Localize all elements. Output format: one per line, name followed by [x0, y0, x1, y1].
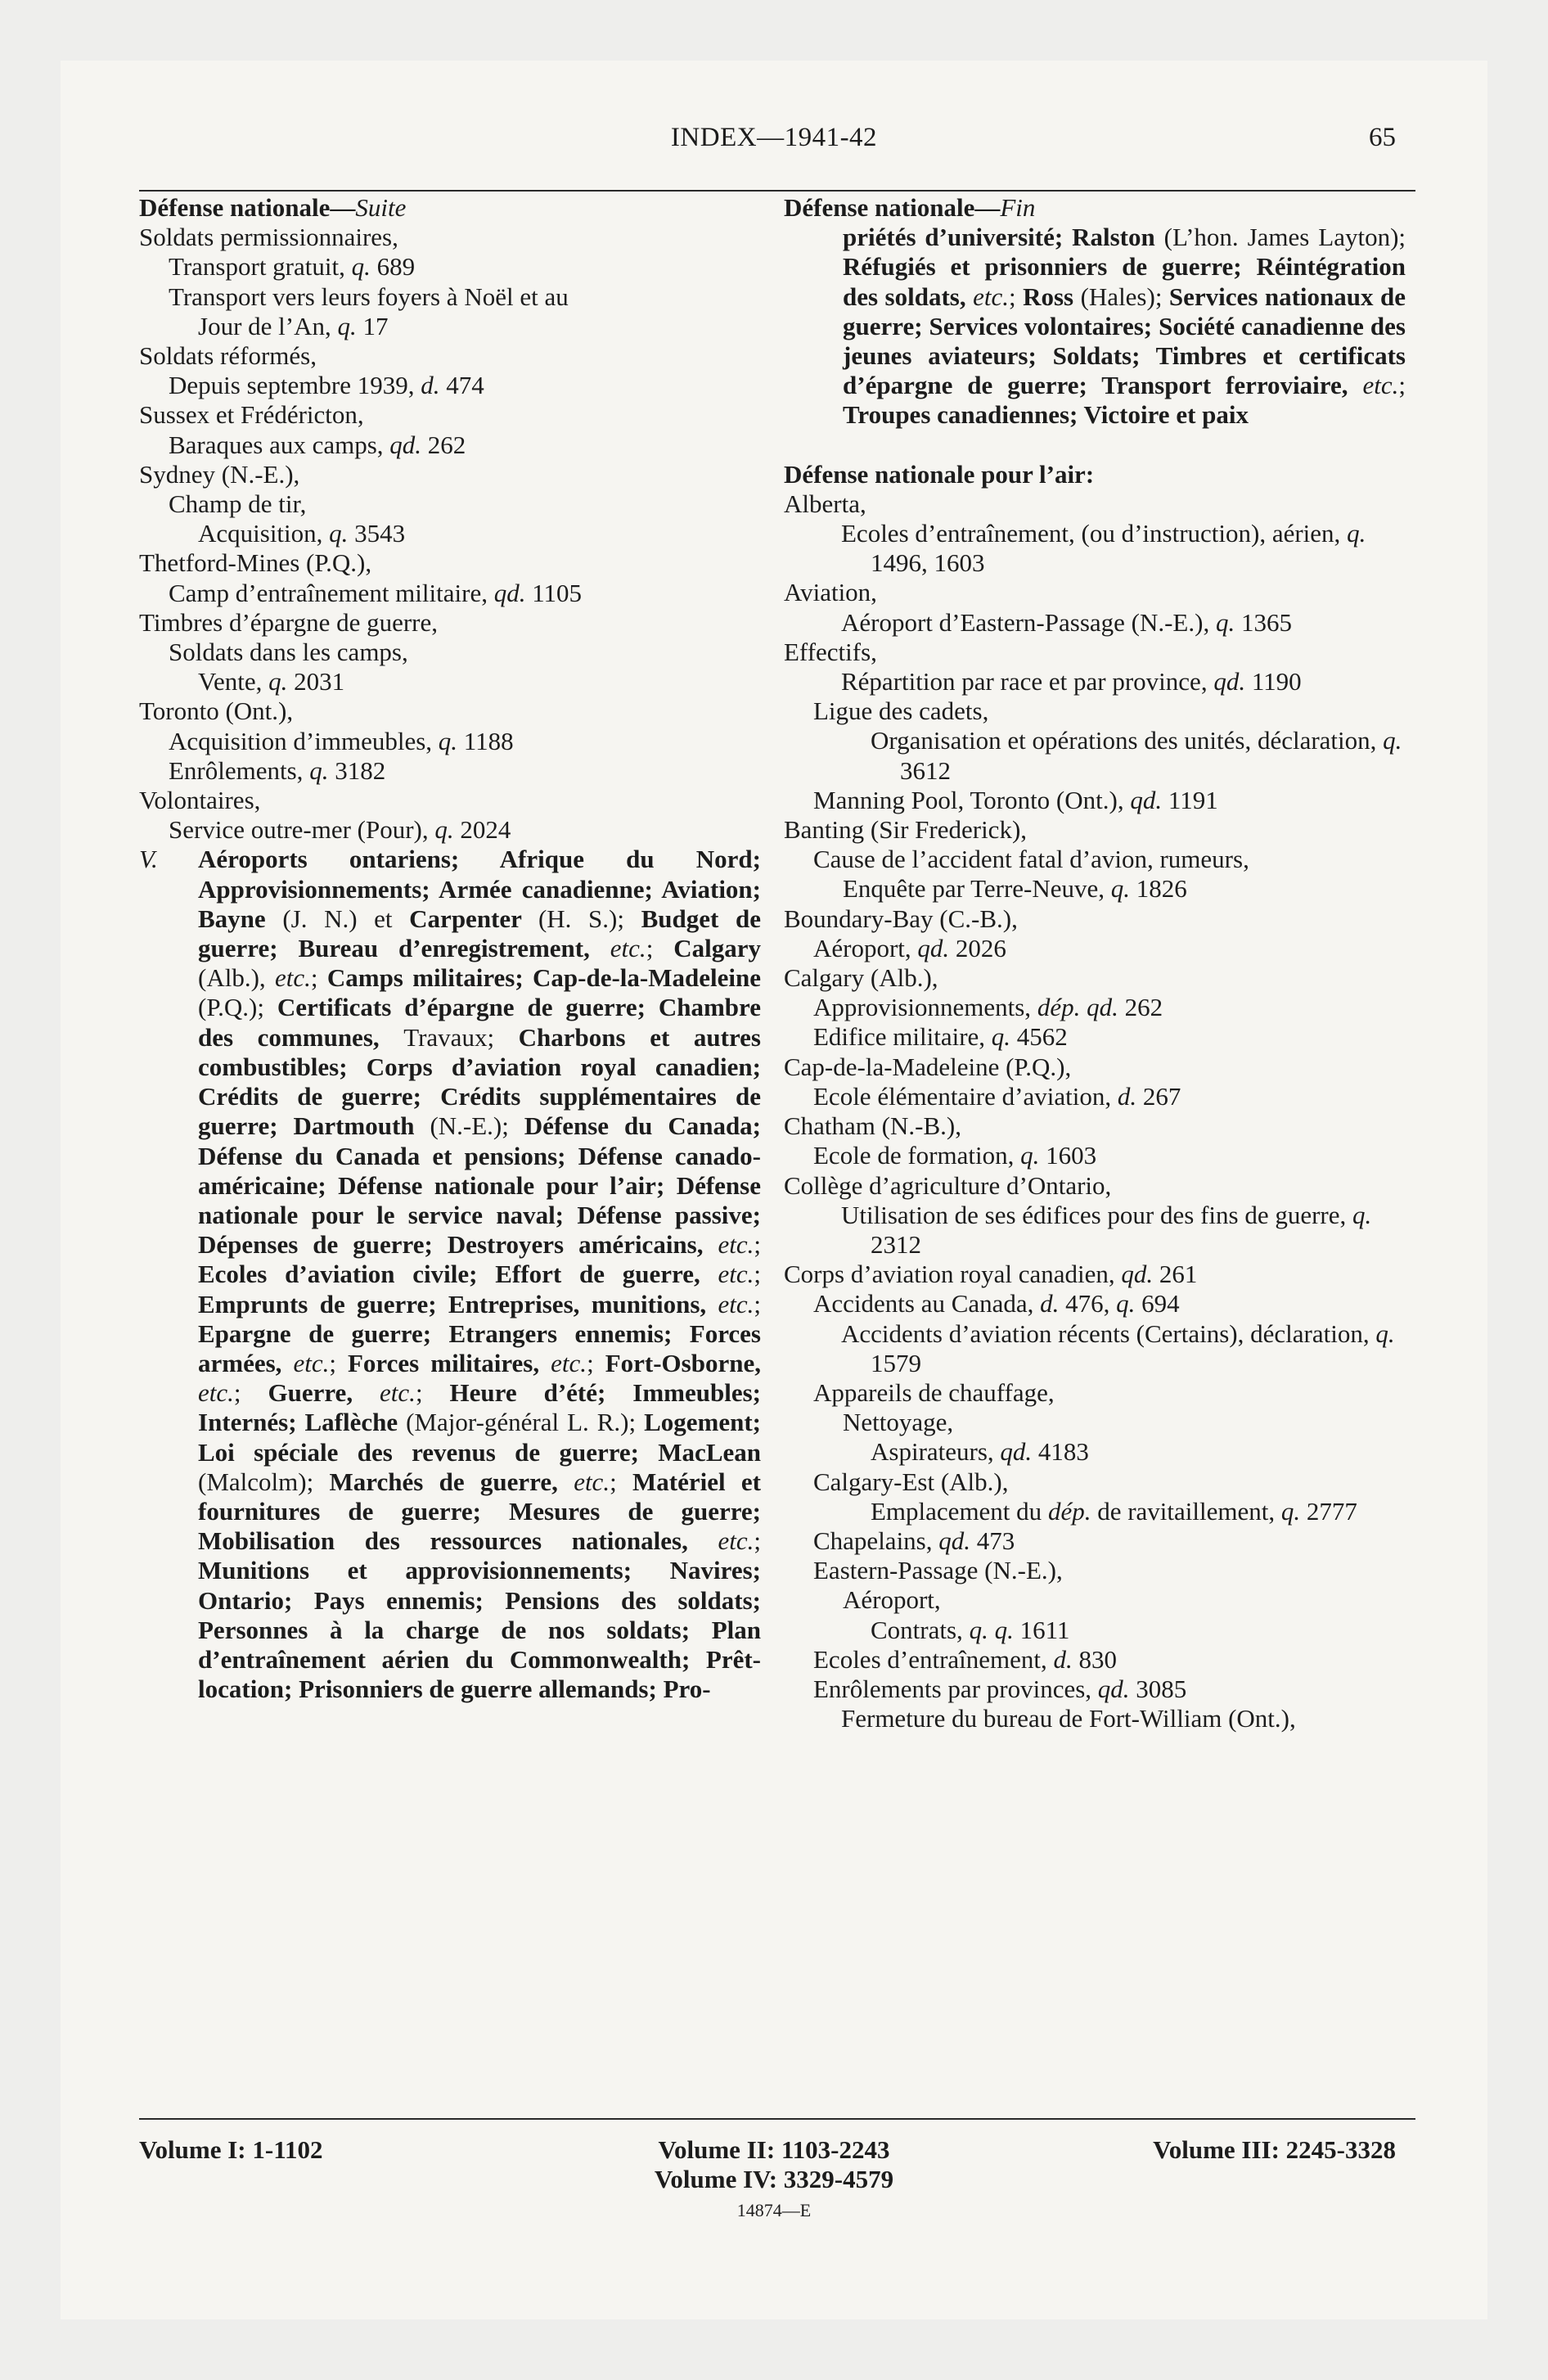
entry-text: Acquisition,: [198, 519, 330, 548]
index-entry: [784, 1437, 1406, 1467]
see-also-segment: etc.: [293, 1348, 330, 1377]
volume-4-range: Volume IV: 3329-4579: [654, 2165, 894, 2193]
reference-type: qd.: [1097, 1674, 1130, 1703]
see-also-segment: ;: [329, 1348, 348, 1377]
reference-type: q.: [434, 815, 454, 845]
index-entry: [139, 430, 761, 460]
volume-1-range: Volume I: 1-1102: [139, 2135, 323, 2164]
reference-number: 1496, 1603: [871, 548, 985, 578]
see-also-segment: etc.: [380, 1378, 416, 1408]
right-entries: [784, 489, 1406, 1734]
index-entry: [784, 934, 1406, 963]
entry-text: Approvisionnements,: [813, 993, 1037, 1022]
reference-number: 1190: [1245, 667, 1302, 696]
entry-text: Corps d’aviation royal canadien,: [784, 1260, 1122, 1289]
reference-type: dép. qd.: [1037, 993, 1118, 1022]
index-entry: [784, 1526, 1406, 1556]
reference-number: 3612: [900, 755, 951, 785]
entry-text: Boundary-Bay (C.-B.),: [784, 904, 1018, 933]
entry-text: Collège d’agriculture d’Ontario,: [784, 1170, 1112, 1200]
see-also-segment: Défense du Canada; Défense du Canada et pensions; Défense canado-américaine; Défense nationale pour l’air; Défense nationale pour le service naval; Défense passive; Dépenses de guerre; Destroyers américains,: [198, 1111, 762, 1260]
see-also-segment: Camps militaires; Cap-de-la-Madeleine: [326, 963, 761, 993]
reference-type: d.: [1117, 1081, 1137, 1111]
entry-text: Aspirateurs,: [871, 1437, 1001, 1467]
see-also-segment: (N.-E.);: [430, 1111, 524, 1141]
see-also-segment: Ross: [1023, 282, 1081, 311]
index-entry: [784, 1260, 1406, 1289]
index-entry: [139, 460, 761, 489]
see-also-segment: etc.: [1362, 371, 1399, 400]
index-entry: [139, 371, 761, 400]
see-also-segment: Munitions et approvisionnements; Navires; Ontario; Pays ennemis; Pensions des soldats; Personnes à la charge de nos soldats; Plan d’entraînement aérien du Commonwealth; Prêt-location; Prisonniers de guerre allemands; Pro-: [198, 1556, 761, 1704]
reference-type: qd.: [917, 933, 950, 962]
index-entry: [784, 608, 1406, 638]
index-entry: [139, 727, 761, 756]
entry-text: Champ de tir,: [169, 489, 307, 519]
see-also-segment: etc.: [198, 1378, 234, 1408]
left-column: [139, 193, 761, 1704]
print-code: 14874—E: [736, 2200, 812, 2220]
entry-text: Aviation,: [784, 578, 877, 607]
reference-type: qd.: [493, 578, 526, 607]
entry-text: Calgary (Alb.),: [784, 963, 938, 993]
entry-text: Eastern-Passage (N.-E.),: [813, 1556, 1063, 1585]
reference-type: qd.: [1130, 785, 1163, 814]
entry-text: Nettoyage,: [843, 1408, 954, 1437]
entry-text: Soldats réformés,: [139, 341, 317, 371]
index-entry: [139, 252, 761, 282]
reference-type: q.: [991, 1022, 1011, 1052]
see-also-segment: ;: [754, 1526, 761, 1556]
index-entry: [139, 579, 761, 608]
entry-text: Cause de l’accident fatal d’avion, rumeurs,: [813, 845, 1249, 874]
entry-text: Vente,: [198, 667, 269, 696]
see-also-segment: Fort-Osborne,: [605, 1348, 761, 1377]
volume-3-range: Volume III: 2245-3328: [1153, 2135, 1396, 2164]
reference-type: q.: [1215, 607, 1235, 637]
volume-2-range: Volume II: 1103-2243: [658, 2135, 890, 2164]
index-entry: [784, 667, 1406, 696]
index-entry: [784, 578, 1406, 607]
entry-text: Ecole élémentaire d’aviation,: [813, 1081, 1118, 1111]
right-column-heading: Défense nationale—Fin: [784, 193, 1036, 222]
index-entry: [784, 1616, 1406, 1645]
entry-text: Fermeture du bureau de Fort-William (Ont.),: [841, 1704, 1296, 1733]
reference-number: 261: [1153, 1260, 1198, 1289]
reference-number: 2777: [1300, 1496, 1357, 1526]
reference-type: q.: [1352, 1200, 1372, 1229]
reference-number: 830: [1072, 1644, 1118, 1674]
see-also-segment: Calgary: [673, 934, 761, 963]
see-also-segment: ;: [754, 1260, 761, 1289]
reference-number: 474: [439, 371, 484, 400]
see-also-segment: (Malcolm);: [198, 1467, 330, 1496]
index-entry: [139, 489, 761, 519]
see-also-segment: etc.: [574, 1467, 610, 1496]
entry-text: Alberta,: [784, 489, 866, 518]
entry-text: Soldats dans les camps,: [169, 638, 408, 667]
see-also-segment: ;: [233, 1378, 268, 1408]
see-also-segment: etc.: [973, 282, 1009, 311]
reference-number: 267: [1136, 1081, 1181, 1111]
entry-text: Volontaires,: [139, 786, 261, 815]
reference-number: 476,: [1059, 1289, 1117, 1318]
see-also-segment: ;: [1008, 282, 1024, 311]
running-title: INDEX—1941-42: [670, 123, 878, 152]
entry-text: Enrôlements par provinces,: [813, 1674, 1098, 1703]
entry-text: Chapelains,: [813, 1526, 939, 1555]
index-entry: [139, 312, 761, 341]
index-entry: [784, 519, 1406, 578]
spacer: [784, 430, 1406, 460]
entry-text: Camp d’entraînement militaire,: [169, 578, 494, 607]
index-entry: [139, 548, 761, 578]
see-also-segment: Charbons et autres combustibles; Corps d’aviation royal canadien; Crédits de guerre; Crédits supplémentaires de guerre; Dartmouth: [198, 1022, 761, 1141]
reference-type: q.: [1375, 1318, 1395, 1348]
see-also-segment: (Major-général L. R.);: [406, 1408, 645, 1437]
see-also-segment: Heure d’été; Immeubles; Internés; Laflèche: [198, 1378, 761, 1437]
index-entry: [784, 874, 1406, 904]
reference-number: 1365: [1235, 607, 1292, 637]
reference-number: 689: [370, 252, 416, 282]
reference-type: q.: [337, 311, 357, 340]
see-also-segment: Aéroports ontariens; Afrique du Nord; Approvisionnements; Armée canadienne; Aviation; Bayne: [198, 845, 761, 933]
entry-text: Timbres d’épargne de guerre,: [139, 607, 439, 637]
entry-text: Thetford-Mines (P.Q.),: [139, 548, 372, 578]
index-entry: [784, 786, 1406, 815]
entry-text: Transport gratuit,: [169, 252, 352, 282]
reference-number: 2312: [871, 1229, 921, 1259]
reference-type: d.: [1053, 1644, 1073, 1674]
reference-type: q.: [438, 726, 458, 755]
see-also-segment: Certificats d’épargne de guerre; Chambre des communes,: [198, 993, 761, 1052]
reference-type: q.: [1280, 1496, 1301, 1526]
entry-text: Depuis septembre 1939,: [169, 371, 421, 400]
index-entry: [784, 1675, 1406, 1704]
see-also-segment: Travaux;: [403, 1022, 519, 1052]
index-entry: [139, 400, 761, 430]
left-entries: [139, 223, 761, 845]
see-also-segment: ;: [587, 1348, 605, 1377]
index-entry: [784, 1111, 1406, 1141]
entry-text: Ligue des cadets,: [813, 696, 989, 726]
index-entry: [784, 1289, 1406, 1318]
index-entry: [139, 815, 761, 845]
index-entry: [784, 489, 1406, 519]
reference-number: 694: [1135, 1289, 1180, 1318]
entry-text: Répartition par race et par province,: [841, 667, 1214, 696]
index-entry: [139, 223, 761, 252]
reference-type: qd.: [1213, 667, 1246, 696]
index-entry: [784, 1585, 1406, 1615]
reference-number: 4562: [1010, 1022, 1068, 1052]
index-entry: [784, 726, 1406, 785]
reference-type: qd.: [389, 430, 422, 459]
see-also-segment: etc.: [718, 1230, 754, 1260]
index-entry: [784, 1201, 1406, 1260]
index-entry: [784, 1082, 1406, 1111]
see-also-segment: (L’hon. James Layton);: [1163, 223, 1406, 252]
entry-text: Organisation et opérations des unités, déclaration,: [871, 726, 1384, 755]
entry-text: Aéroport d’Eastern-Passage (N.-E.),: [841, 607, 1216, 637]
see-also-segment: etc.: [551, 1348, 587, 1377]
section-heading-air: Défense nationale pour l’air:: [784, 459, 1095, 489]
reference-number: 1579: [871, 1348, 921, 1377]
entry-text: Manning Pool, Toronto (Ont.),: [813, 785, 1131, 814]
see-also-segment: (H. S.);: [538, 904, 641, 933]
reference-type: q.: [309, 755, 329, 785]
index-entry: [139, 667, 761, 696]
entry-text: Acquisition d’immeubles,: [169, 726, 439, 755]
see-also-segment: (Alb.),: [198, 963, 275, 993]
index-entry: [784, 904, 1406, 934]
reference-number: 2031: [287, 667, 345, 696]
see-also-segment: Marchés de guerre,: [329, 1467, 574, 1496]
index-entry: [139, 756, 761, 786]
see-also-segment: Guerre,: [268, 1378, 380, 1408]
index-entry: [784, 1556, 1406, 1585]
entry-text: Chatham (N.-B.),: [784, 1111, 961, 1141]
index-entry: [784, 1171, 1406, 1201]
entry-text: Transport vers leurs foyers à Noël et au: [169, 282, 569, 311]
reference-type: qd.: [1000, 1437, 1033, 1467]
entry-text: Service outre-mer (Pour),: [169, 815, 435, 845]
index-entry: [784, 815, 1406, 845]
reference-type: q.: [351, 252, 371, 282]
page-number: 65: [1369, 123, 1396, 152]
reference-number: 17: [356, 311, 389, 340]
reference-number: 1826: [1130, 874, 1187, 904]
reference-type: q. q.: [969, 1615, 1014, 1644]
reference-number: 1611: [1013, 1615, 1070, 1644]
entry-text: Sussex et Frédéricton,: [139, 400, 364, 430]
reference-number: 3543: [348, 519, 406, 548]
entry-text: Enrôlements,: [169, 755, 310, 785]
see-also-segment: Réfugiés et prisonniers de guerre; Réintégration des soldats,: [843, 252, 1406, 311]
reference-type: q.: [268, 667, 288, 696]
index-entry: [784, 1704, 1406, 1733]
index-entry: [139, 282, 761, 312]
entry-text: Contrats,: [871, 1615, 970, 1644]
reference-type: qd.: [938, 1526, 970, 1555]
entry-text: Accidents au Canada,: [813, 1289, 1041, 1318]
entry-text: Enquête par Terre-Neuve,: [843, 874, 1111, 904]
see-also-segment: Logement; Loi spéciale des revenus de guerre; MacLean: [198, 1408, 761, 1467]
reference-number: 4183: [1032, 1437, 1089, 1467]
reference-number: 3085: [1129, 1674, 1187, 1703]
see-also-segment: etc.: [718, 1289, 754, 1318]
index-entry: [139, 786, 761, 815]
see-also-segment: Emprunts de guerre; Entreprises, munitions,: [198, 1289, 718, 1318]
index-entry: [784, 993, 1406, 1022]
see-also-segment: ;: [610, 1467, 633, 1496]
reference-number: 3182: [328, 755, 386, 785]
index-entry: [784, 696, 1406, 726]
reference-number: 1603: [1039, 1141, 1097, 1170]
entry-text: Edifice militaire,: [813, 1022, 992, 1052]
see-also-segment: Services nationaux de guerre; Services volontaires; Société canadienne des jeunes aviateurs; Soldats; Timbres et certificats d’épargne de guerre; Transport ferroviaire,: [843, 282, 1406, 400]
reference-type: q.: [1020, 1141, 1040, 1170]
see-also-segment: (Hales);: [1080, 282, 1169, 311]
entry-text: Utilisation de ses édifices pour des fins de guerre,: [841, 1200, 1352, 1229]
index-entry: [784, 1141, 1406, 1170]
index-entry: [784, 1408, 1406, 1437]
index-entry: [139, 341, 761, 371]
reference-number: 1191: [1162, 785, 1218, 814]
see-also-segment: ;: [646, 934, 674, 963]
entry-text: Accidents d’aviation récents (Certains), déclaration,: [841, 1318, 1376, 1348]
see-also-segment: ;: [1398, 371, 1406, 400]
entry-text: Aéroport,: [843, 1585, 941, 1615]
see-also-segment: Ecoles d’aviation civile; Effort de guerre,: [198, 1260, 718, 1289]
see-also-segment: Budget de guerre; Bureau d’enregistrement,: [198, 904, 761, 963]
index-entry: [784, 1053, 1406, 1082]
reference-type: q.: [329, 519, 349, 548]
index-entry: [784, 1497, 1406, 1526]
entry-text: Appareils de chauffage,: [813, 1377, 1055, 1407]
reference-type: d.: [1040, 1289, 1060, 1318]
entry-text: Baraques aux camps,: [169, 430, 390, 459]
entry-text: Ecoles d’entraînement, (ou d’instruction), aérien,: [841, 519, 1348, 548]
entry-text: Calgary-Est (Alb.),: [813, 1467, 1009, 1496]
reference-number: de ravitaillement,: [1091, 1496, 1281, 1526]
header-rule: [139, 190, 1415, 192]
footer-rule: [139, 2118, 1415, 2120]
index-entry: [784, 1467, 1406, 1497]
see-also-segment: (P.Q.);: [198, 993, 277, 1022]
see-also-segment: etc.: [610, 934, 646, 963]
index-entry: [139, 696, 761, 726]
see-also-segment: ;: [754, 1289, 761, 1318]
entry-text: Sydney (N.-E.),: [139, 459, 300, 489]
entry-text: Aéroport,: [813, 933, 918, 962]
reference-type: dép.: [1047, 1496, 1091, 1526]
reference-number: 1188: [457, 726, 514, 755]
entry-text: Soldats permissionnaires,: [139, 223, 398, 252]
index-page: [61, 61, 1487, 2319]
see-also-paragraph: [139, 845, 761, 1704]
entry-text: Banting (Sir Frederick),: [784, 815, 1028, 845]
see-also-segment: priétés d’université; Ralston: [843, 223, 1164, 252]
see-also-segment: ;: [310, 963, 327, 993]
see-also-segment: Epargne de guerre; Etrangers ennemis; Forces armées,: [198, 1318, 761, 1377]
index-entry: [139, 608, 761, 638]
see-also-segment: Carpenter: [409, 904, 538, 933]
see-also-segment: ;: [415, 1378, 450, 1408]
entry-text: Ecoles d’entraînement,: [813, 1644, 1054, 1674]
entry-text: Emplacement du: [871, 1496, 1048, 1526]
see-also-segment: Troupes canadiennes; Victoire et paix: [843, 400, 1249, 430]
see-also-segment: etc.: [718, 1526, 754, 1556]
reference-number: 1105: [525, 578, 583, 607]
see-also-marker: V.: [139, 845, 158, 874]
index-entry: [784, 1319, 1406, 1378]
reference-type: d.: [421, 371, 440, 400]
entry-text: Ecole de formation,: [813, 1141, 1021, 1170]
reference-number: 262: [421, 430, 466, 459]
reference-number: 2026: [949, 933, 1006, 962]
index-entry: [784, 1022, 1406, 1052]
index-entry: [784, 1378, 1406, 1408]
entry-text: Effectifs,: [784, 637, 877, 666]
see-also-segment: (J. N.) et: [282, 904, 410, 933]
reference-number: 262: [1118, 993, 1163, 1022]
index-entry: [784, 845, 1406, 874]
reference-number: 2024: [453, 815, 511, 845]
continued-see-also-paragraph: [784, 223, 1406, 430]
right-column: [784, 193, 1406, 1733]
index-entry: [139, 519, 761, 548]
see-also-segment: etc.: [275, 963, 311, 993]
entry-text: Toronto (Ont.),: [139, 696, 294, 726]
left-column-heading: Défense nationale—Suite: [139, 193, 407, 222]
index-entry: [139, 638, 761, 667]
reference-type: q.: [1347, 519, 1366, 548]
reference-type: q.: [1383, 726, 1402, 755]
entry-text: Jour de l’An,: [198, 311, 338, 340]
see-also-segment: Forces militaires,: [348, 1348, 551, 1377]
reference-number: 473: [970, 1526, 1015, 1555]
index-entry: [784, 638, 1406, 667]
index-entry: [784, 1645, 1406, 1675]
index-entry: [784, 963, 1406, 993]
see-also-segment: Matériel et fournitures de guerre; Mesures de guerre; Mobilisation des ressources nationales,: [198, 1467, 761, 1556]
reference-type: q.: [1116, 1289, 1136, 1318]
reference-type: qd.: [1121, 1260, 1154, 1289]
see-also-segment: etc.: [718, 1260, 754, 1289]
entry-text: Cap-de-la-Madeleine (P.Q.),: [784, 1052, 1072, 1081]
reference-type: q.: [1110, 874, 1131, 904]
see-also-segment: ;: [754, 1230, 761, 1260]
